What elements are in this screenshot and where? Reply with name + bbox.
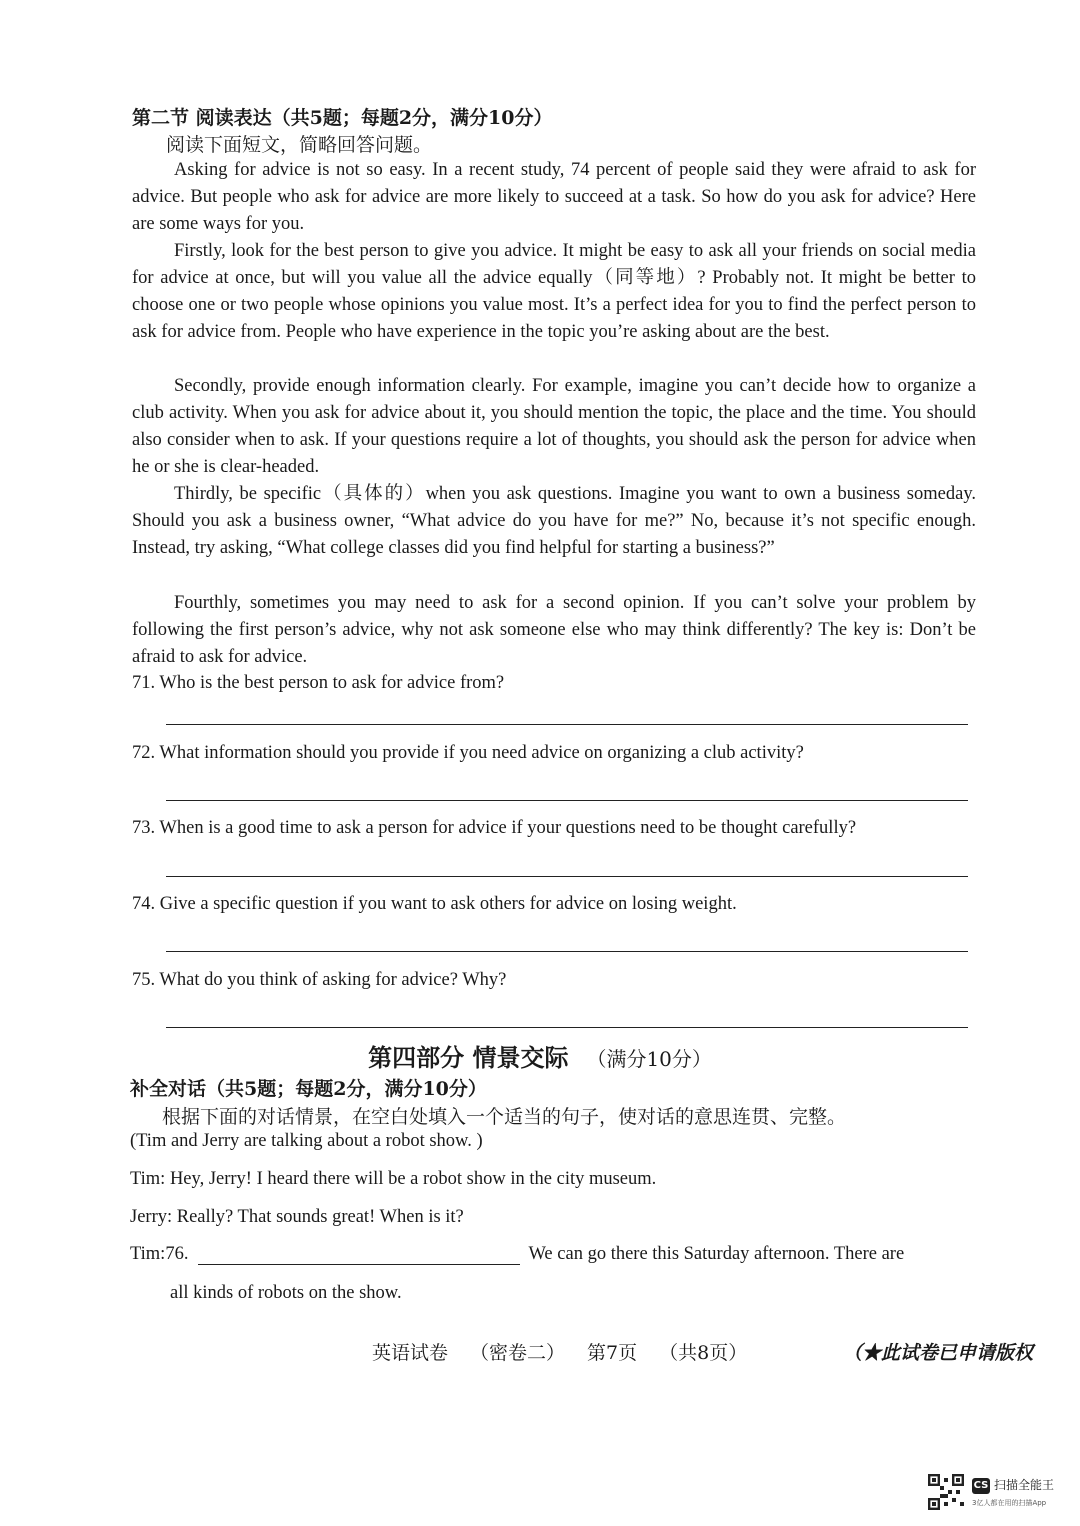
question-75: 75. What do you think of asking for advice? Why? <box>132 970 507 990</box>
part4-title <box>0 1038 1080 1073</box>
answer-line-71[interactable] <box>166 724 968 725</box>
answer-line-74[interactable] <box>166 951 968 952</box>
answer-line-73[interactable] <box>166 876 968 877</box>
passage-paragraph: Secondly, provide enough information clearly. For example, imagine you can’t decide how to organize a club activity. When you ask for advice about it, you should mention the topic, the place and the time. You should also consider when to ask. If your questions require a lot of thoughts, you should ask the person for advice when he or she is clear-headed. <box>132 376 976 478</box>
question-71: 71. Who is the best person to ask for advice from? <box>132 673 505 693</box>
question-74: 74. Give a specific question if you want to ask others for advice on losing weight. <box>132 894 737 914</box>
passage-paragraph: Firstly, look for the best person to give you advice. It might be easy to ask all your friends on social media for advice at once, but will you value all the advice equally（同等地）? Probably not. It might be better to choose one or two people whose opinions you value most. It’s a perfect idea for you to find the perfect person to ask for advice from. People who have experience in the topic you’re asking about are the best. <box>132 241 976 343</box>
watermark-name: 扫描全能王 <box>994 1478 1055 1492</box>
dialogue-line-jerry: Jerry: Really? That sounds great! When is it? <box>130 1207 464 1227</box>
part4-title-text: 第四部分 情景交际 <box>368 1043 569 1072</box>
part4-instruction: 根据下面的对话情景，在空白处填入一个适当的句子，使对话的意思连贯、完整。 <box>162 1106 847 1128</box>
passage-paragraph: Thirdly, be specific（具体的）when you ask questions. Imagine you want to own a business someday. Should you ask a business owner, “What advice do you have for me?” No, because it’s not specific enough. Instead, try asking, “What college classes did you find helpful for starting a business?” <box>132 484 976 559</box>
question-72: 72. What information should you provide if you need advice on organizing a club activity? <box>132 743 804 763</box>
scanner-watermark <box>928 1474 1058 1516</box>
dialogue-line-tim: Tim: Hey, Jerry! I heard there will be a robot show in the city museum. <box>130 1169 657 1189</box>
question-73: 73. When is a good time to ask a person for advice if your questions need to be thought carefully? <box>132 818 857 838</box>
camscanner-logo: CS <box>972 1478 990 1494</box>
line76-continued: all kinds of robots on the show. <box>170 1283 402 1303</box>
qr-code-icon <box>928 1474 964 1510</box>
line76-suffix: We can go there this Saturday afternoon. There are <box>528 1244 905 1264</box>
dialogue-line-76 <box>130 1244 904 1265</box>
passage-paragraph: Fourthly, sometimes you may need to ask for a second opinion. If you can’t solve your problem by following the first person’s advice, why not ask someone else who may think differently? The key is: Don’t be afraid to ask for advice. <box>132 593 976 668</box>
page-footer <box>372 1338 769 1365</box>
section-instruction: 阅读下面短文，简略回答问题。 <box>166 134 433 156</box>
footer-subject: 英语试卷 <box>372 1342 449 1364</box>
footer-total: （共8页） <box>659 1342 748 1364</box>
answer-line-72[interactable] <box>166 800 968 801</box>
footer-paper: （密卷二） <box>470 1342 566 1364</box>
line76-prefix: Tim:76. <box>130 1244 189 1264</box>
section-title: 第二节 阅读表达（共5题；每题2分，满分10分） <box>132 107 553 129</box>
answer-blank-76[interactable] <box>198 1244 520 1265</box>
passage-paragraph: Asking for advice is not so easy. In a recent study, 74 percent of people said they were afraid to ask for advice. But people who ask for advice are more likely to succeed at a task. So how do you ask for advice? Here are some ways for you. <box>132 160 976 235</box>
dialogue-context: (Tim and Jerry are talking about a robot show. ) <box>130 1131 483 1151</box>
copyright-notice: （★此试卷已申请版权 <box>843 1342 1034 1364</box>
answer-line-75[interactable] <box>166 1027 968 1028</box>
part4-score: （满分10分） <box>586 1047 712 1071</box>
watermark-tagline: 3亿人都在用的扫描App <box>972 1499 1047 1507</box>
part4-subtitle: 补全对话（共5题；每题2分，满分10分） <box>130 1078 487 1100</box>
footer-page: 第7页 <box>587 1342 638 1364</box>
